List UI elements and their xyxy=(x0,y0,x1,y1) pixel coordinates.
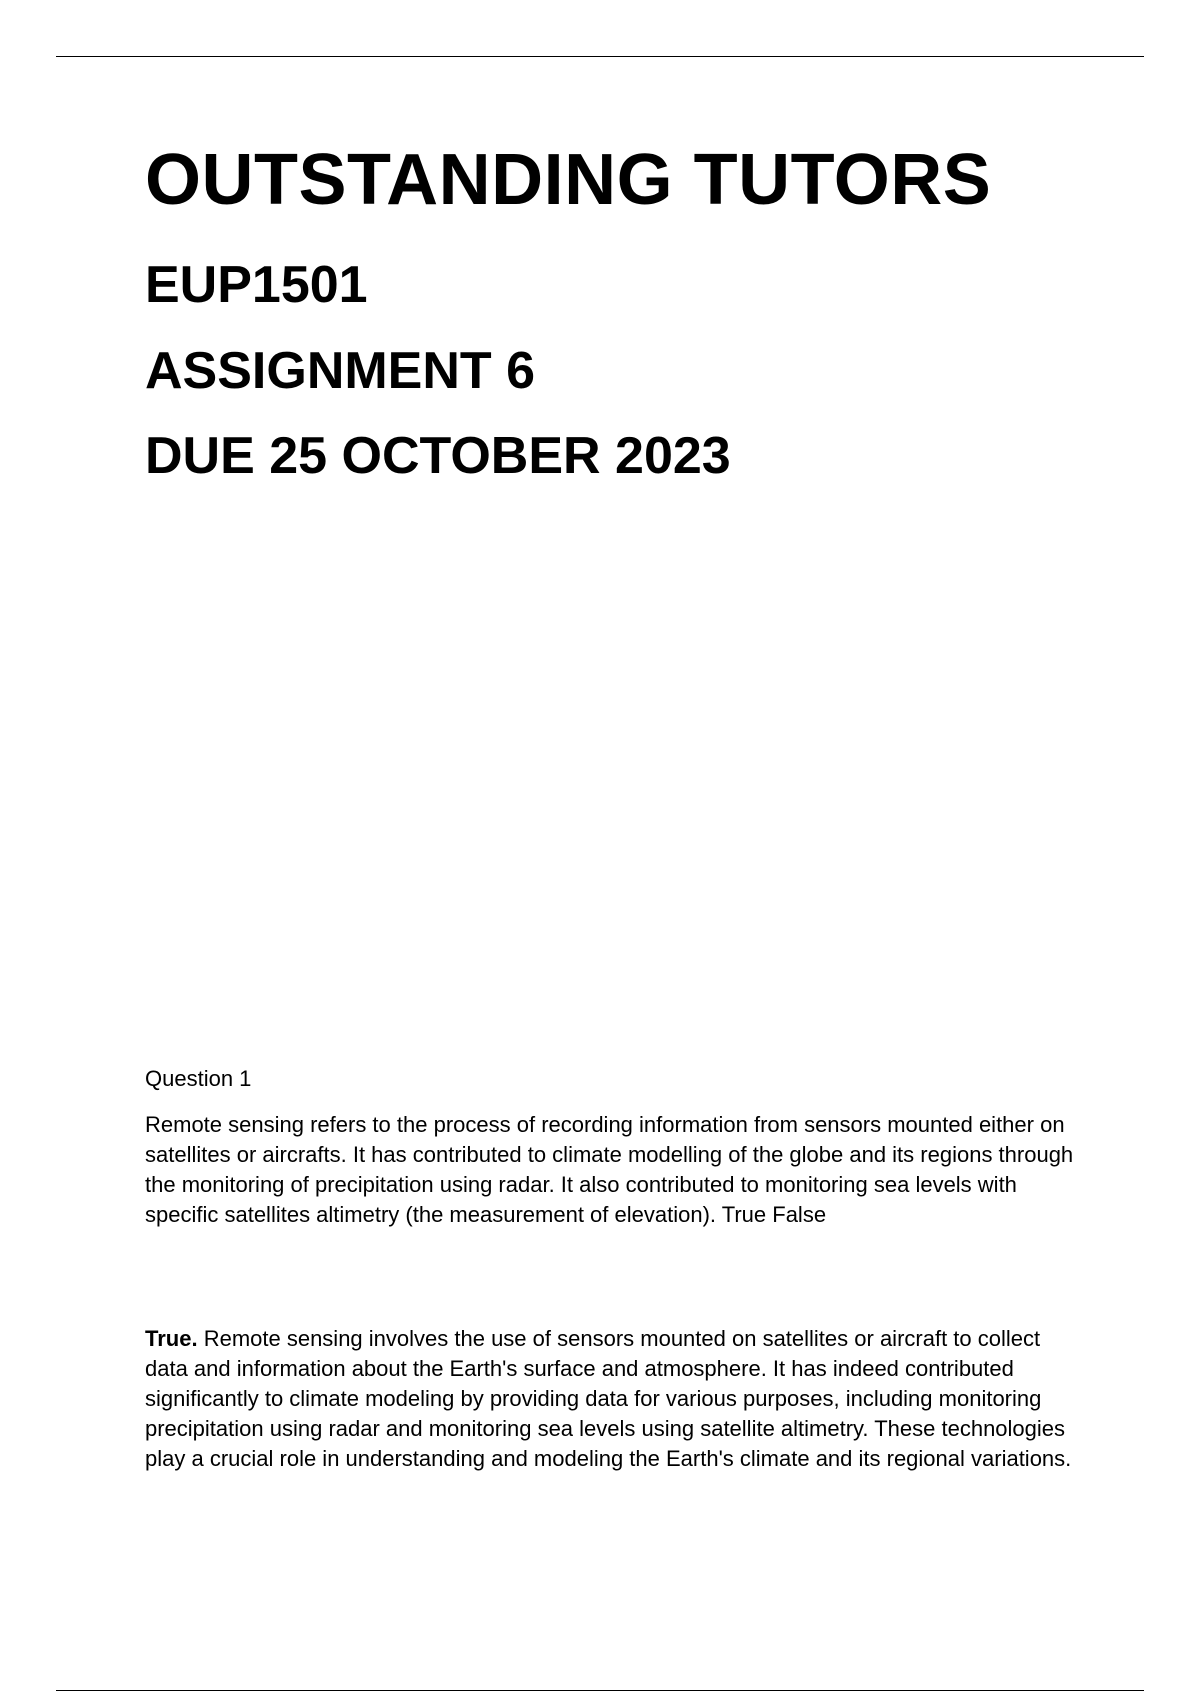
course-code: EUP1501 xyxy=(145,256,368,314)
top-rule xyxy=(56,56,1144,57)
answer-paragraph xyxy=(145,1324,1075,1474)
answer-verdict: True. xyxy=(145,1326,198,1351)
document-title: OUTSTANDING TUTORS xyxy=(145,140,992,220)
question-text: Remote sensing refers to the process of recording information from sensors mounted either on satellites or aircrafts. It has contributed to climate modelling of the globe and its regions through the monitoring of precipitation using radar. It also contributed to monitoring sea levels with specific satellites altimetry (the measurement of elevation). True False xyxy=(145,1112,1074,1227)
answer-text: Remote sensing involves the use of sensors mounted on satellites or aircraft to collect data and information about the Earth's surface and atmosphere. It has indeed contributed significantly to climate modeling by providing data for various purposes, including monitoring precipitation using radar and monitoring sea levels using satellite altimetry. These technologies play a crucial role in understanding and modeling the Earth's climate and its regional variations. xyxy=(145,1326,1072,1471)
due-date: DUE 25 OCTOBER 2023 xyxy=(145,427,731,485)
bottom-rule xyxy=(56,1690,1144,1691)
question-label: Question 1 xyxy=(145,1066,252,1091)
assignment-number: ASSIGNMENT 6 xyxy=(145,342,536,400)
